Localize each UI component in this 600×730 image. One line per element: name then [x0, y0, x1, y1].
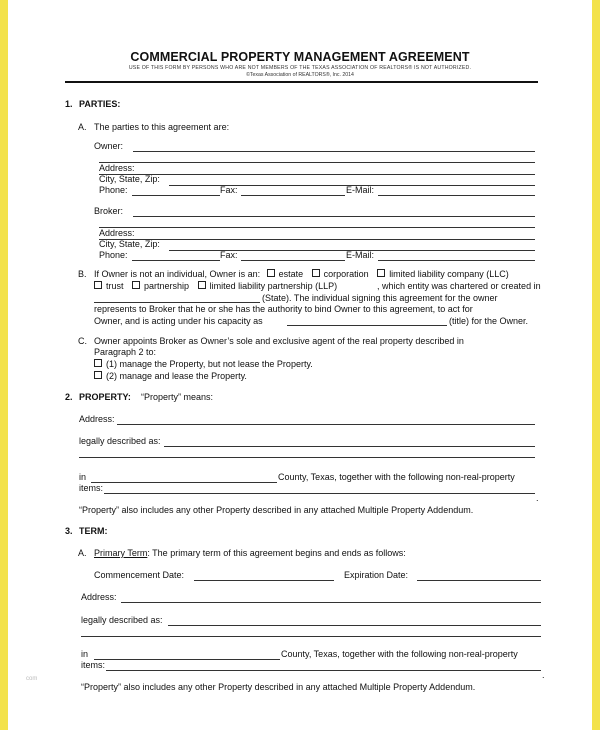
primary-term-title: Primary Term	[94, 548, 148, 558]
partnership-checkbox[interactable]	[132, 281, 140, 289]
broker-label: Broker:	[94, 206, 124, 216]
owner-address-field[interactable]	[99, 174, 535, 175]
broker-fax-field[interactable]	[241, 260, 345, 261]
broker-email-label: E-Mail:	[346, 250, 375, 260]
term-county-field[interactable]	[94, 659, 280, 660]
title-text: (title) for the Owner.	[449, 316, 529, 326]
property-county-field[interactable]	[91, 482, 277, 483]
property-intro: “Property” means:	[141, 392, 214, 402]
manage-only-checkbox[interactable]	[94, 359, 102, 367]
owner-fax-field[interactable]	[241, 195, 345, 196]
trust-option[interactable]	[94, 281, 124, 291]
broker-fax-label: Fax:	[220, 250, 238, 260]
manage-only-option[interactable]	[94, 359, 313, 370]
property-legal-label: legally described as:	[79, 436, 161, 446]
estate-checkbox[interactable]	[267, 269, 275, 277]
llp-checkbox[interactable]	[198, 281, 206, 289]
property-items-field[interactable]	[104, 493, 535, 494]
term-address-field[interactable]	[121, 602, 541, 603]
corporation-checkbox[interactable]	[312, 269, 320, 277]
section-2-heading: PROPERTY:	[79, 392, 131, 402]
chartered-text: , which entity was chartered or created in	[377, 281, 541, 291]
entity-intro: If Owner is not an individual, Owner is an:	[94, 269, 261, 279]
owner-name-line-2[interactable]	[99, 162, 535, 163]
section-1-heading: PARTIES:	[79, 99, 121, 109]
state-text: (State). The individual signing this agreement for the owner	[262, 293, 498, 303]
llc-label: limited liability company (LLC)	[389, 269, 509, 279]
document-page	[8, 0, 592, 730]
property-legal-line-2[interactable]	[79, 457, 535, 458]
header-rule	[65, 81, 538, 83]
term-legal-label: legally described as:	[81, 615, 163, 625]
section-3-number: 3.	[65, 526, 73, 536]
property-legal-field[interactable]	[164, 446, 535, 447]
owner-label: Owner:	[94, 141, 124, 151]
owner-email-label: E-Mail:	[346, 185, 375, 195]
section-3a-marker: A.	[78, 548, 87, 558]
section-2-number: 2.	[65, 392, 73, 402]
broker-name-field[interactable]	[133, 216, 535, 217]
property-county-text: County, Texas, together with the following non-real-property	[278, 472, 515, 482]
entity-type-line	[94, 269, 509, 280]
primary-term-text: : The primary term of this agreement begins and ends as follows:	[147, 548, 406, 558]
broker-city-label: City, State, Zip:	[99, 239, 160, 249]
broker-phone-label: Phone:	[99, 250, 128, 260]
property-address-label: Address:	[79, 414, 115, 424]
paragraph-ref: Paragraph 2 to:	[94, 347, 157, 357]
watermark-text: com	[26, 676, 38, 682]
capacity-text: Owner, and is acting under his capacity as	[94, 316, 263, 326]
copyright-notice: ©Texas Association of REALTORS®, Inc. 2014	[246, 72, 354, 78]
owner-city-label: City, State, Zip:	[99, 174, 160, 184]
section-1a-marker: A.	[78, 122, 87, 132]
term-address-label: Address:	[81, 592, 117, 602]
appoint-text: Owner appoints Broker as Owner’s sole and exclusive agent of the real property described in	[94, 336, 464, 346]
broker-address-label: Address:	[99, 228, 135, 238]
term-legal-field[interactable]	[168, 625, 541, 626]
expiration-date-field[interactable]	[417, 580, 541, 581]
owner-address-label: Address:	[99, 163, 135, 173]
term-items-period: .	[542, 670, 545, 680]
corporation-option[interactable]	[312, 269, 369, 279]
primary-term-line	[94, 548, 406, 559]
partnership-option[interactable]	[132, 281, 189, 291]
property-items-label: items:	[79, 483, 104, 493]
llc-option[interactable]	[377, 269, 509, 279]
state-field[interactable]	[94, 302, 260, 303]
property-address-field[interactable]	[117, 424, 535, 425]
manage-lease-label: (2) manage and lease the Property.	[106, 371, 247, 381]
property-items-period: .	[536, 493, 539, 503]
section-1-number: 1.	[65, 99, 73, 109]
term-addendum-text: “Property” also includes any other Property described in any attached Multiple Property Addendum.	[81, 682, 476, 692]
expiration-label: Expiration Date:	[344, 570, 409, 580]
property-in-label: in	[79, 472, 87, 482]
term-items-field[interactable]	[106, 670, 541, 671]
owner-phone-field[interactable]	[132, 195, 220, 196]
broker-email-field[interactable]	[378, 260, 535, 261]
broker-address-field[interactable]	[99, 239, 535, 240]
section-1b-marker: B.	[78, 269, 87, 279]
document-title: COMMERCIAL PROPERTY MANAGEMENT AGREEMENT	[130, 50, 470, 64]
term-legal-line-2[interactable]	[81, 636, 541, 637]
section-3-heading: TERM:	[79, 526, 108, 536]
corporation-label: corporation	[323, 269, 369, 279]
owner-fax-label: Fax:	[220, 185, 238, 195]
entity-type-line-2	[94, 281, 337, 292]
llp-option[interactable]	[198, 281, 338, 291]
partnership-label: partnership	[144, 281, 190, 291]
owner-name-field[interactable]	[133, 151, 535, 152]
commencement-label: Commencement Date:	[94, 570, 185, 580]
manage-lease-option[interactable]	[94, 371, 247, 382]
property-addendum-text: “Property” also includes any other Property described in any attached Multiple Property Addendum.	[79, 505, 474, 515]
estate-option[interactable]	[267, 269, 304, 279]
title-field[interactable]	[287, 325, 447, 326]
llc-checkbox[interactable]	[377, 269, 385, 277]
commencement-date-field[interactable]	[194, 580, 334, 581]
estate-label: estate	[278, 269, 304, 279]
authority-text: represents to Broker that he or she has the authority to bind Owner to this agreement, to act for	[94, 304, 473, 314]
term-in-label: in	[81, 649, 89, 659]
broker-name-line-2[interactable]	[99, 227, 535, 228]
broker-phone-field[interactable]	[132, 260, 220, 261]
section-1a-text: The parties to this agreement are:	[94, 122, 230, 132]
usage-notice: USE OF THIS FORM BY PERSONS WHO ARE NOT MEMBERS OF THE TEXAS ASSOCIATION OF REALTORS® IS NOT AUTHORIZED.	[128, 65, 472, 71]
term-county-text: County, Texas, together with the following non-real-property	[281, 649, 518, 659]
trust-checkbox[interactable]	[94, 281, 102, 289]
llp-label: limited liability partnership (LLP)	[209, 281, 338, 291]
owner-email-field[interactable]	[378, 195, 535, 196]
trust-label: trust	[106, 281, 124, 291]
manage-only-label: (1) manage the Property, but not lease the Property.	[106, 359, 313, 369]
term-items-label: items:	[81, 660, 106, 670]
manage-lease-checkbox[interactable]	[94, 371, 102, 379]
owner-phone-label: Phone:	[99, 185, 128, 195]
section-1c-marker: C.	[78, 336, 87, 346]
